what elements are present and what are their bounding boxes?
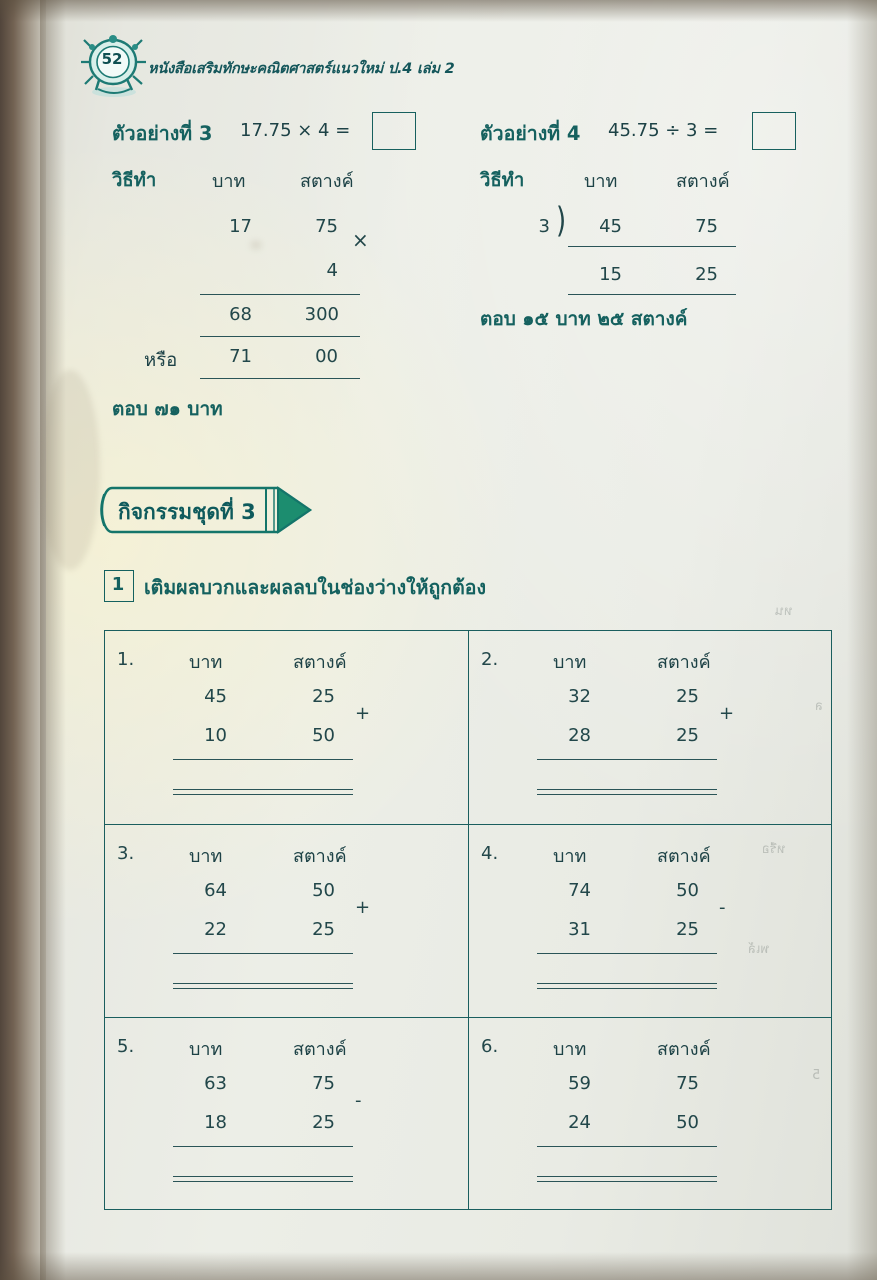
- example-4-col-baht: บาท: [584, 171, 618, 192]
- example-3-row1-baht: 17: [229, 216, 252, 237]
- example-3-rule-3: [200, 378, 360, 379]
- division-bracket-icon: ): [556, 200, 567, 242]
- exercise-top-satang: 50: [312, 880, 335, 901]
- exercise-bottom-baht: 31: [568, 919, 591, 940]
- example-4-quotient-satang: 25: [695, 264, 718, 285]
- example-3-operator: ×: [352, 228, 369, 252]
- exercise-rule: [173, 1146, 353, 1147]
- instruction-number: 1: [111, 574, 125, 595]
- book-title: หนังสือเสริมทักษะคณิตศาสตร์แนวใหม่ ป.4 เล่ม 2: [148, 61, 455, 77]
- example-4: [480, 118, 810, 348]
- exercise-rule: [537, 1146, 717, 1147]
- ghost-mark: พเล้: [748, 942, 769, 957]
- page-header: [80, 32, 540, 102]
- exercise-top-satang: 50: [676, 880, 699, 901]
- book-gutter-gradient: [40, 0, 66, 1280]
- exercise-index: 5.: [117, 1036, 135, 1057]
- exercise-answer-rule[interactable]: [537, 789, 717, 795]
- exercise-top-satang: 25: [676, 686, 699, 707]
- example-3-row4-satang: 00: [315, 346, 338, 367]
- example-3-col-satang: สตางค์: [300, 171, 354, 192]
- exercise-operator: -: [355, 1090, 362, 1111]
- exercise-top-baht: 32: [568, 686, 591, 707]
- exercise-index: 2.: [481, 649, 499, 670]
- paper-stain: [40, 370, 100, 570]
- exercise-rule: [173, 953, 353, 954]
- exercise-col-satang: สตางค์: [657, 1039, 711, 1060]
- example-3-answer: ตอบ ๗๑ บาท: [112, 398, 223, 420]
- example-4-answer-box[interactable]: [752, 112, 796, 150]
- example-3-answer-box[interactable]: [372, 112, 416, 150]
- page-top-shadow: [0, 0, 877, 22]
- exercise-index: 3.: [117, 843, 135, 864]
- exercise-answer-rule[interactable]: [537, 1176, 717, 1182]
- example-4-method-label: วิธีทำ: [480, 170, 525, 191]
- exercise-operator: +: [719, 703, 735, 724]
- example-4-rule-2: [568, 294, 736, 295]
- example-4-quotient-baht: 15: [599, 264, 622, 285]
- exercise-col-satang: สตางค์: [293, 652, 347, 673]
- example-4-dividend-baht: 45: [599, 216, 622, 237]
- example-3-rule-2: [200, 336, 360, 337]
- exercise-answer-rule[interactable]: [173, 1176, 353, 1182]
- ghost-mark: ล: [815, 699, 823, 714]
- exercise-bottom-baht: 18: [204, 1112, 227, 1133]
- table-cell: [469, 631, 833, 824]
- exercise-answer-rule[interactable]: [173, 983, 353, 989]
- exercise-bottom-baht: 22: [204, 919, 227, 940]
- exercise-top-baht: 74: [568, 880, 591, 901]
- exercise-rule: [537, 953, 717, 954]
- exercise-answer-rule[interactable]: [173, 789, 353, 795]
- example-3-row4-prefix: หรือ: [144, 350, 178, 371]
- table-cell: [105, 631, 469, 824]
- exercise-top-baht: 45: [204, 686, 227, 707]
- instruction-text: เติมผลบวกและผลลบในช่องว่างให้ถูกต้อง: [144, 576, 487, 599]
- example-4-divisor: 3: [538, 216, 550, 237]
- exercise-operator: -: [719, 897, 726, 918]
- example-4-dividend-satang: 75: [695, 216, 718, 237]
- example-4-expression: 45.75 ÷ 3 =: [608, 120, 719, 141]
- exercise-col-satang: สตางค์: [657, 846, 711, 867]
- exercise-bottom-satang: 25: [312, 1112, 335, 1133]
- example-3-expression: 17.75 × 4 =: [240, 120, 351, 141]
- exercise-col-baht: บาท: [189, 846, 223, 867]
- exercise-col-baht: บาท: [553, 1039, 587, 1060]
- example-4-answer: ตอบ ๑๕ บาท ๒๕ สตางค์: [480, 308, 688, 330]
- example-3-row4-baht: 71: [229, 346, 252, 367]
- page-bottom-shadow: [0, 1252, 877, 1280]
- exercise-bottom-baht: 10: [204, 725, 227, 746]
- exercise-table: [104, 630, 832, 1210]
- exercise-top-baht: 63: [204, 1073, 227, 1094]
- example-3-row1-satang: 75: [315, 216, 338, 237]
- table-cell: [105, 825, 469, 1018]
- exercise-bottom-satang: 25: [676, 919, 699, 940]
- activity-label: กิจกรรมชุดที่ 3: [118, 500, 256, 524]
- exercise-bottom-baht: 24: [568, 1112, 591, 1133]
- example-3-method-label: วิธีทำ: [112, 170, 157, 191]
- exercise-col-satang: สตางค์: [293, 1039, 347, 1060]
- exercise-bottom-satang: 50: [312, 725, 335, 746]
- page-right-shadow: [847, 0, 877, 1280]
- exercise-bottom-baht: 28: [568, 725, 591, 746]
- exercise-index: 6.: [481, 1036, 499, 1057]
- exercise-index: 4.: [481, 843, 499, 864]
- exercise-col-satang: สตางค์: [293, 846, 347, 867]
- table-cell: [105, 1018, 469, 1211]
- exercise-bottom-satang: 25: [676, 725, 699, 746]
- example-3-row2-satang: 4: [326, 260, 338, 281]
- instruction-row: [104, 570, 744, 604]
- ghost-mark: 5: [812, 1068, 821, 1083]
- example-4-col-satang: สตางค์: [676, 171, 730, 192]
- exercise-col-satang: สตางค์: [657, 652, 711, 673]
- table-cell: [469, 1018, 833, 1211]
- activity-banner: [96, 482, 346, 538]
- example-4-rule-1: [568, 246, 736, 247]
- table-cell: [469, 825, 833, 1018]
- exercise-col-baht: บาท: [553, 846, 587, 867]
- exercise-top-satang: 75: [312, 1073, 335, 1094]
- exercise-col-baht: บาท: [189, 1039, 223, 1060]
- exercise-col-baht: บาท: [189, 652, 223, 673]
- exercise-answer-rule[interactable]: [537, 983, 717, 989]
- example-3-row3-satang: 300: [304, 304, 339, 325]
- exercise-rule: [537, 759, 717, 760]
- exercise-index: 1.: [117, 649, 135, 670]
- example-4-title: ตัวอย่างที่ 4: [480, 122, 581, 145]
- exercise-col-baht: บาท: [553, 652, 587, 673]
- exercise-top-satang: 75: [676, 1073, 699, 1094]
- exercise-bottom-satang: 50: [676, 1112, 699, 1133]
- example-3-title: ตัวอย่างที่ 3: [112, 122, 213, 145]
- example-3: [112, 118, 442, 418]
- exercise-top-baht: 59: [568, 1073, 591, 1094]
- exercise-operator: +: [355, 703, 371, 724]
- exercise-operator: +: [355, 897, 371, 918]
- exercise-top-satang: 25: [312, 686, 335, 707]
- example-3-rule-1: [200, 294, 360, 295]
- ghost-mark: หรือ: [762, 842, 786, 857]
- ghost-mark: หน: [775, 604, 793, 619]
- exercise-bottom-satang: 25: [312, 919, 335, 940]
- exercise-rule: [173, 759, 353, 760]
- exercise-top-baht: 64: [204, 880, 227, 901]
- example-3-col-baht: บาท: [212, 171, 246, 192]
- example-3-row3-baht: 68: [229, 304, 252, 325]
- page-number: 52: [101, 50, 123, 68]
